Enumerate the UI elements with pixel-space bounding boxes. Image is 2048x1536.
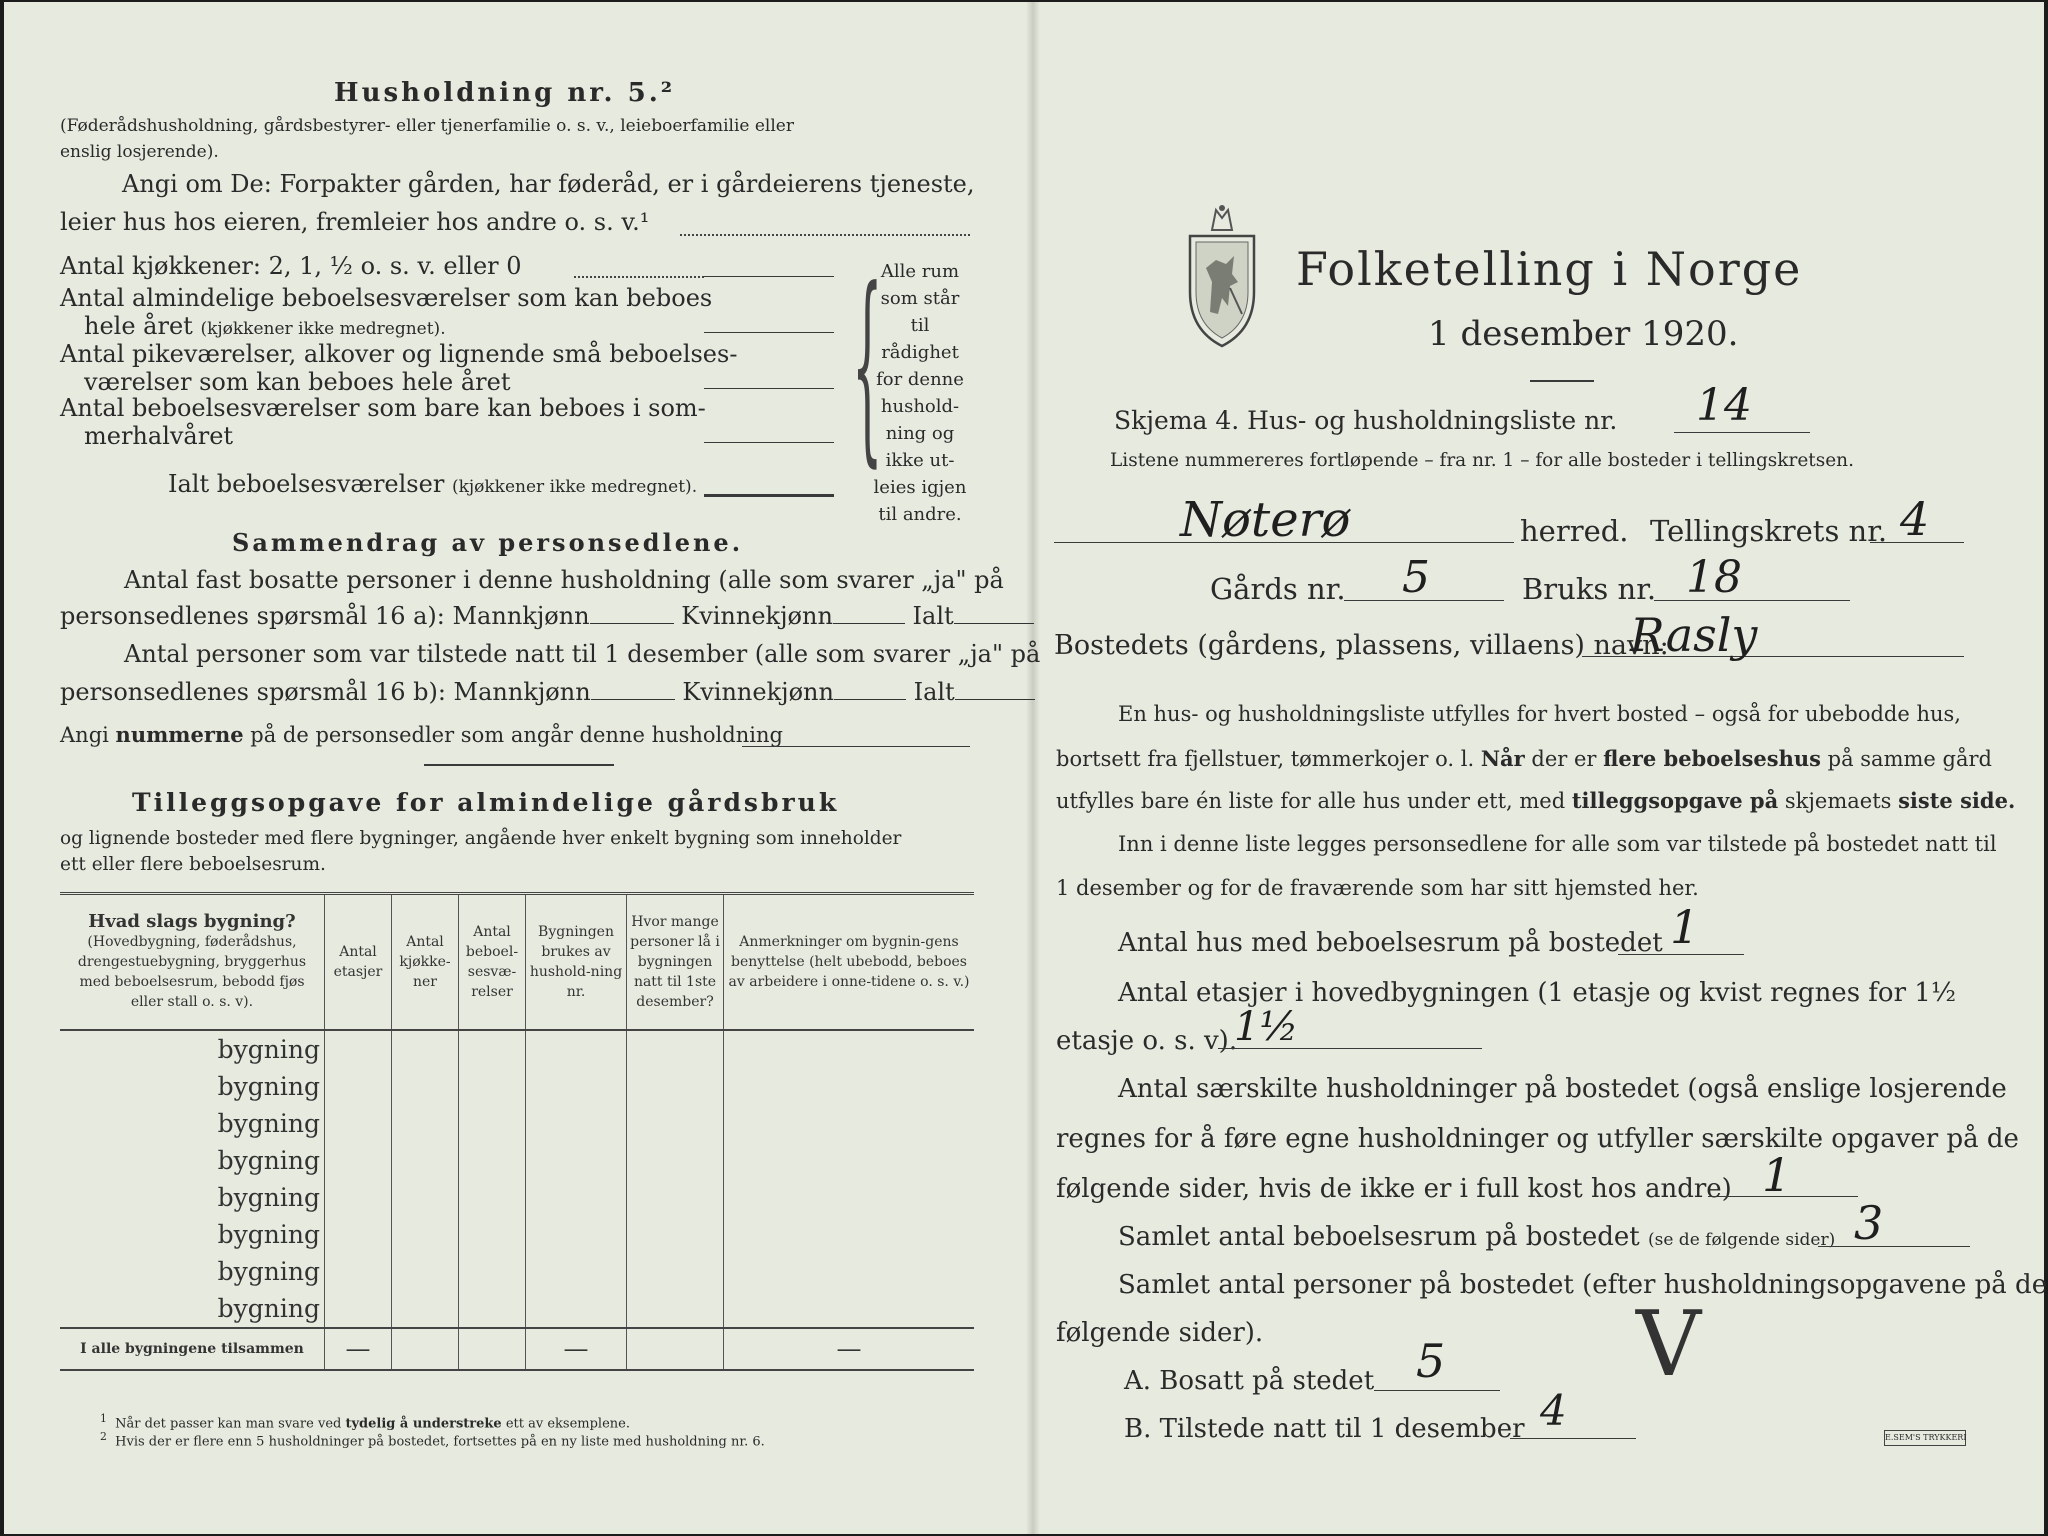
etasjer-line-1: Antal etasjer i hovedbygningen (1 etasje og kvist regnes for 1½: [1118, 978, 1957, 1008]
skjema-fill: [1674, 432, 1810, 433]
table-row: bygning: [60, 1068, 974, 1105]
saerskilte-line-2: regnes for å føre egne husholdninger og utfyller særskilte opgaver på de: [1056, 1124, 2019, 1154]
sum-anmerkninger: —: [724, 1328, 975, 1370]
tillegg-line-1: og lignende bosteder med flere bygninger, angående hver enkelt bygning som inneholder: [60, 828, 902, 849]
alm-line-2: hele året (kjøkkener ikke medregnet).: [84, 312, 446, 340]
alm-fill: [704, 332, 834, 333]
alm-line-1: Antal almindelige beboelsesværelser som kan beboes: [60, 284, 713, 312]
ialt-label: Ialt beboelsesværelser (kjøkkener ikke medregnet).: [168, 470, 698, 498]
norwegian-coat-of-arms-icon: [1182, 202, 1262, 352]
check-mark-icon: V: [1636, 1292, 1701, 1397]
samlet-rum-value: 3: [1854, 1196, 1884, 1250]
tellingskrets-value: 4: [1900, 492, 1930, 546]
tillegg-heading: Tilleggsopgave for almindelige gårdsbruk: [132, 788, 840, 817]
nummerne-line: Angi nummerne på de personsedler som angår denne husholdning: [60, 722, 783, 747]
para2-line2: 1 desember og for de fraværende som har sitt hjemsted her.: [1056, 876, 1699, 900]
para2-line1: Inn i denne liste legges personsedlene for alle som var tilstede på bostedet natt til: [1118, 832, 1997, 856]
fast-line-2: personsedlenes spørsmål 16 a): Mannkjønn Kvinnekjønn Ialt: [60, 602, 1034, 630]
bosatt-value: 5: [1416, 1334, 1446, 1388]
bosted-label: Bostedets (gårdens, plassens, villaens) navn:: [1054, 630, 1669, 661]
col-personer: Hvor mange personer lå i bygningen natt til 1ste desember?: [627, 894, 724, 1030]
kjokkener-fill: [704, 276, 834, 277]
bruks-value: 18: [1686, 552, 1742, 603]
col-brukes-av: Bygningen brukes av hushold-ning nr.: [526, 894, 627, 1030]
side-bracket: {: [852, 246, 883, 488]
saerskilte-line-3: følgende sider, hvis de ikke er i full kost hos andre): [1056, 1174, 1732, 1204]
para1-line2: bortsett fra fjellstuer, tømmerkojer o. l. Når der er flere beboelseshus på samme gård: [1056, 746, 1992, 771]
printer-stamp: E.SEM'S TRYKKERI: [1884, 1430, 1966, 1446]
household-intro: (Føderådshusholdning, gårdsbestyrer- eller tjenerfamilie o. s. v., leieboerfamilie eller: [60, 116, 794, 136]
bruks-fill: [1654, 600, 1850, 601]
gards-value: 5: [1402, 552, 1430, 603]
col-anmerkninger: Anmerkninger om bygnin-gens benyttelse (helt ubebodd, beboes av arbeidere i onne-tidene o. s. v.): [724, 894, 975, 1030]
listene-note: Listene nummereres fortløpende – fra nr. 1 – for alle bosteder i tellingskretsen.: [1110, 450, 1854, 471]
sum-row: [60, 1328, 974, 1370]
buildings-table: [60, 892, 974, 1371]
pike-fill: [704, 388, 834, 389]
table-row: bygning: [60, 1105, 974, 1142]
samlet-rum-fill: [1818, 1246, 1970, 1247]
footnote-1: $^1$ Når det passer kan man svare ved tydelig å understreke ett av eksemplene.: [100, 1412, 630, 1432]
table-row: bygning: [60, 1030, 974, 1068]
pike-line-1: Antal pikeværelser, alkover og lignende små beboelses-: [60, 340, 738, 368]
tilstede-value: 4: [1540, 1386, 1567, 1435]
angi-line-1: Angi om De: Forpakter gården, har føderåd, er i gårdeierens tjeneste,: [122, 170, 975, 198]
side-note: Alle rum som står til rådighet for denne hushold- ning og ikke ut- leies igjen til andre.: [873, 261, 967, 525]
tilstede-fill: [1510, 1438, 1636, 1439]
census-form-sheet: [4, 2, 2048, 1534]
table-row: bygning: [60, 1290, 974, 1328]
skjema-value: 14: [1696, 380, 1752, 431]
table-row: bygning: [60, 1179, 974, 1216]
bruks-label: Bruks nr.: [1522, 572, 1657, 606]
etasjer-line-2: etasje o. s. v).: [1056, 1026, 1238, 1056]
sum-etasjer: —: [325, 1328, 392, 1370]
tilstede-label: B. Tilstede natt til 1 desember: [1124, 1414, 1525, 1444]
saerskilte-line-1: Antal særskilte husholdninger på bostedet (også enslige losjerende: [1118, 1074, 2007, 1104]
col-beboelsesvaerelser: Antal beboel-sesvæ-relser: [459, 894, 526, 1030]
ialt-fill: [704, 494, 834, 497]
herred-label: herred.: [1520, 514, 1629, 548]
tilstede-line-1: Antal personer som var tilstede natt til 1 desember (alle som svarer „ja" på: [124, 640, 1041, 668]
sommer-line-2: merhalvåret: [84, 422, 234, 450]
samlet-personer-line-2: følgende sider).: [1056, 1318, 1264, 1348]
form-date: 1 desember 1920.: [1428, 314, 1739, 354]
kjokkener-label: Antal kjøkkener: 2, 1, ½ o. s. v. eller 0: [60, 252, 522, 280]
section-divider: [424, 764, 614, 766]
bosatt-label: A. Bosatt på stedet: [1124, 1366, 1375, 1396]
hus-fill: [1618, 954, 1744, 955]
table-row: bygning: [60, 1216, 974, 1253]
angi-fill-line: [680, 234, 970, 236]
household-title: Husholdning nr. 5.²: [334, 78, 676, 108]
tilstede-line-2: personsedlenes spørsmål 16 b): Mannkjønn Kvinnekjønn Ialt: [60, 678, 1035, 706]
samlet-personer-line-1: Samlet antal personer på bostedet (efter husholdningsopgavene på de: [1118, 1270, 2048, 1300]
fast-line-1: Antal fast bosatte personer i denne husholdning (alle som svarer „ja" på: [124, 566, 1004, 594]
samlet-rum-label: Samlet antal beboelsesrum på bostedet (se de følgende sider): [1118, 1222, 1836, 1252]
sommer-fill: [704, 442, 834, 443]
sum-brukes: —: [526, 1328, 627, 1370]
sum-label: I alle bygningene tilsammen: [80, 1340, 304, 1357]
sammendrag-heading: Sammendrag av personsedlene.: [232, 528, 744, 557]
hus-value: 1: [1670, 900, 1700, 954]
saerskilte-value: 1: [1762, 1148, 1792, 1202]
form-title: Folketelling i Norge: [1296, 242, 1803, 296]
etasjer-value: 1½: [1234, 1004, 1299, 1050]
tillegg-line-2: ett eller flere beboelsesrum.: [60, 854, 326, 875]
footnote-2: $^2$ Hvis der er flere enn 5 husholdninger på bostedet, fortsettes på en ny liste med husholdning nr. 6.: [100, 1430, 765, 1450]
hus-label: Antal hus med beboelsesrum på bostedet: [1118, 928, 1663, 958]
sommer-line-1: Antal beboelsesværelser som bare kan beboes i som-: [60, 394, 706, 422]
title-divider: [1530, 380, 1594, 382]
para1-line1: En hus- og husholdningsliste utfylles for hvert bosted – også for ubebodde hus,: [1118, 702, 1961, 726]
para1-line3: utfylles bare én liste for alle hus under ett, med tilleggsopgave på skjemaets siste side.: [1056, 788, 2016, 813]
table-row: bygning: [60, 1142, 974, 1179]
bosted-value: Rasly: [1630, 608, 1758, 662]
page-fold: [1026, 2, 1040, 1534]
col-kjokkener: Antal kjøkke-ner: [392, 894, 459, 1030]
household-intro-2: enslig losjerende).: [60, 142, 219, 162]
col-hvad-slags: Hvad slags bygning? (Hovedbygning, føderådshus, drengestuebygning, bryggerhus med beboelsesrum, bebodd fjøs eller stall o. s. v).: [77, 910, 307, 1010]
nummerne-fill: [742, 746, 970, 747]
table-row: bygning: [60, 1253, 974, 1290]
pike-line-2: værelser som kan beboes hele året: [84, 368, 511, 396]
gards-label: Gårds nr.: [1210, 572, 1346, 606]
herred-fill: [1054, 542, 1514, 543]
tellingskrets-label: Tellingskrets nr.: [1650, 514, 1888, 548]
skjema-label: Skjema 4. Hus- og husholdningsliste nr.: [1114, 406, 1618, 435]
kjokkener-dots: [574, 276, 704, 278]
herred-value: Nøterø: [1180, 492, 1351, 548]
angi-line-2: leier hus hos eieren, fremleier hos andre o. s. v.¹: [60, 208, 650, 236]
col-etasjer: Antal etasjer: [325, 894, 392, 1030]
bosatt-fill: [1374, 1390, 1500, 1391]
